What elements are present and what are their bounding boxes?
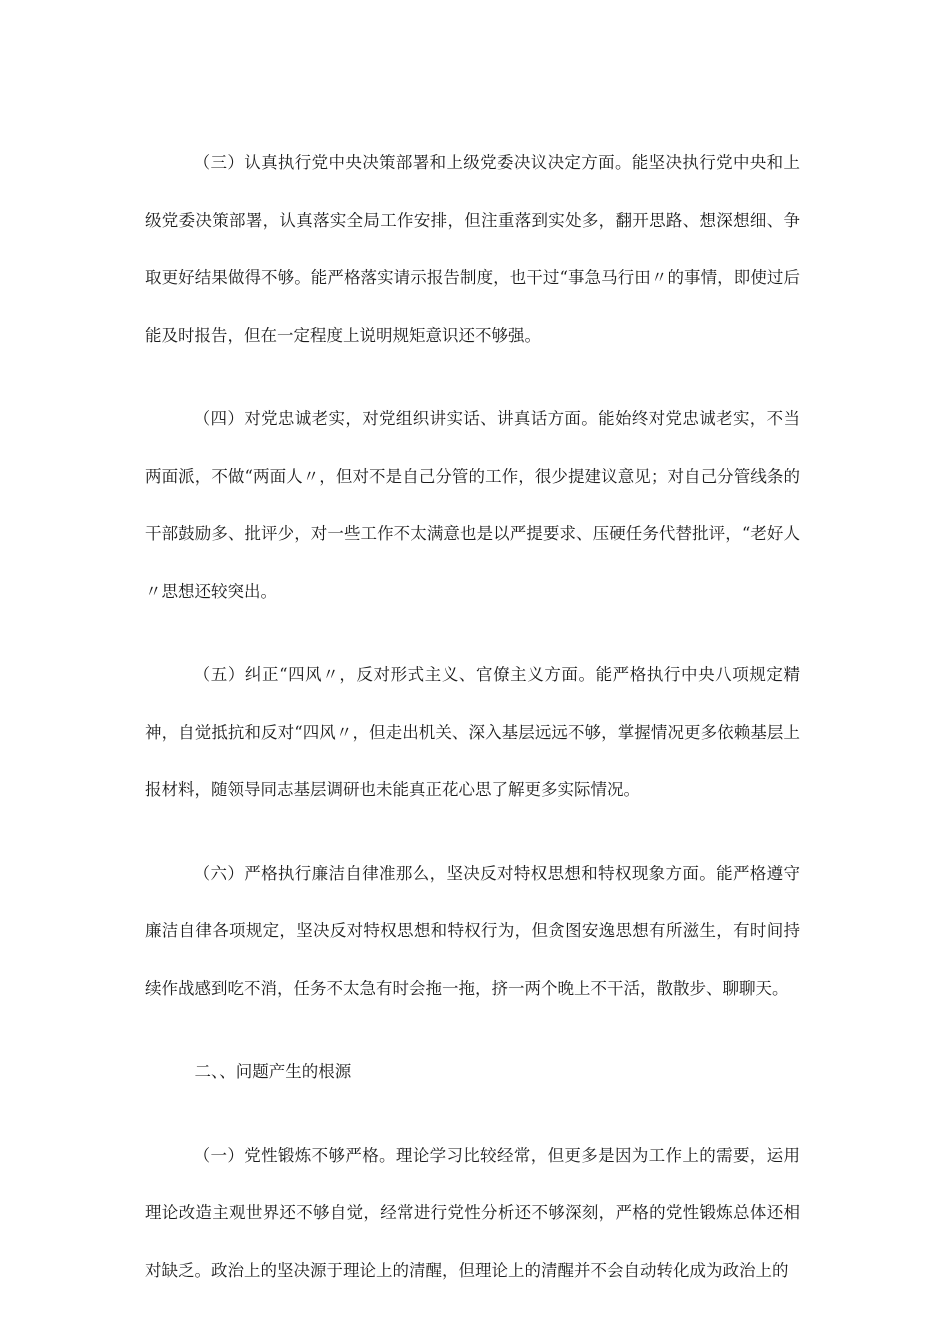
paragraph-section-5: （五）纠正“四风〃，反对形式主义、官僚主义方面。能严格执行中央八项规定精神，自觉抵抗和反对“四风〃，但走出机关、深入基层远远不够，掌握情况更多依赖基层上报材料，随领导同志基层调研也未能真正花心思了解更多实际情况。	[145, 665, 800, 799]
paragraph-section-4: （四）对党忠诚老实，对党组织讲实话、讲真话方面。能始终对党忠诚老实，不当两面派，不做“两面人〃，但对不是自己分管的工作，很少提建议意见；对自己分管线条的干部鼓励多、批评少，对一些工作不太满意也是以严提要求、压硬任务代替批评，“老好人〃思想还较突出。	[145, 409, 800, 601]
document-body	[145, 134, 800, 1325]
paragraph-section-6: （六）严格执行廉洁自律准那么，坚决反对特权思想和特权现象方面。能严格遵守廉洁自律各项规定，坚决反对特权思想和特权行为，但贪图安逸思想有所滋生，有时间持续作战感到吃不消，任务不太急有时会拖一拖，挤一两个晚上不干活，散散步、聊聊天。	[145, 863, 800, 998]
paragraph-section-3: （三）认真执行党中央决策部署和上级党委决议决定方面。能坚决执行党中央和上级党委决策部署，认真落实全局工作安排，但注重落到实处多，翻开思路、想深想细、争取更好结果做得不够。能严格落实请示报告制度，也干过“事急马行田〃的事情，即使过后能及时报告，但在一定程度上说明规矩意识还不够强。	[145, 153, 800, 345]
section-heading: 二、、问题产生的根源	[194, 1062, 352, 1081]
paragraph-root-cause-1: （一）党性锻炼不够严格。理论学习比较经常，但更多是因为工作上的需要，运用理论改造主观世界还不够自觉，经常进行党性分析还不够深刻，严格的党性锻炼总体还相对缺乏。政治上的坚决源于理论上的清醒，但理论上的清醒并不会自动转化成为政治上的	[145, 1145, 800, 1280]
